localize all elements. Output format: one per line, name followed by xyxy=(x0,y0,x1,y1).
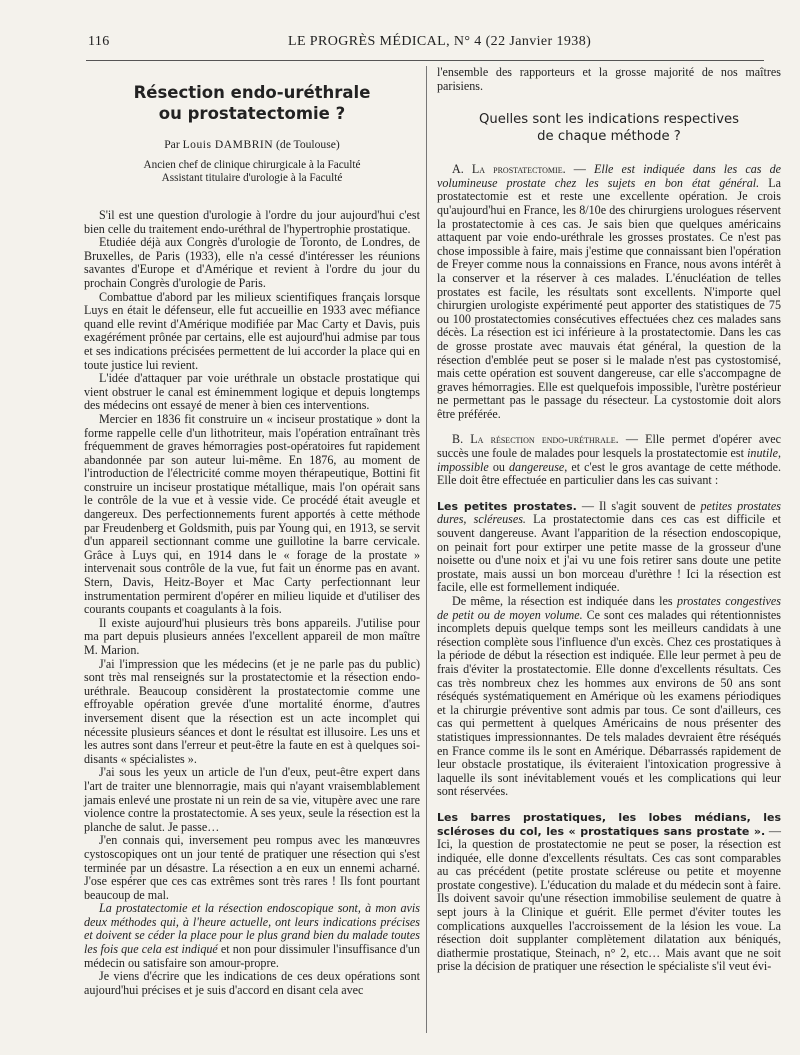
paragraph-text: et non pour dissimuler l'insuffisance d'un médecin ou satisfaire son amour-propre. xyxy=(84,942,421,970)
running-title: LE PROGRÈS MÉDICAL, N° 4 (22 Janvier 1938) xyxy=(288,34,592,49)
column-divider xyxy=(426,66,427,1033)
title-line-1: Résection endo-uréthrale xyxy=(133,83,371,102)
header-rule xyxy=(86,60,764,61)
bold-heading: Les barres prostatiques, les lobes médians, les scléroses du col, les « prostatiques sans prostate ». xyxy=(437,810,781,838)
paragraph-text: , et c'est le gros avantage de cette méthode. Elle doit être effectuée en particulier dans les cas suivant : xyxy=(437,459,781,488)
paragraph: Je viens d'écrire que les indications de ces deux opérations sont aujourd'hui précises et je suis d'accord en disant cela avec xyxy=(84,969,420,997)
paragraph: J'en connais qui, inversement peu rompus avec les manœuvres cystoscopiques ont un jour tenté de pratiquer une résection qui s'est terminée par un désastre. La résection a en eux un ennemi acharné. J'ose espérer que ces cas extrêmes sont très rares ! Ils font pourtant beaucoup de mal. xyxy=(84,833,420,902)
running-header xyxy=(86,34,764,52)
affiliation-2: Assistant titulaire d'urologie à la Faculté xyxy=(161,172,343,184)
section-heading-line-2: de chaque méthode ? xyxy=(537,129,681,145)
paragraph xyxy=(437,163,781,421)
author-name: Louis DAMBRIN xyxy=(182,138,274,151)
paragraph: l'ensemble des rapporteurs et la grosse majorité de nos maîtres parisiens. xyxy=(437,65,781,93)
paragraph: L'idée d'attaquer par voie uréthrale un obstacle prostatique qui vient obstruer le canal est éminemment logique et depuis longtemps des médecins ont essayé de mener à bien ces interventions. xyxy=(84,371,420,413)
italic-text: impossible xyxy=(437,459,489,474)
right-column xyxy=(437,66,781,974)
paragraph-text: De même, la résection est indiquée dans les xyxy=(452,594,677,608)
paragraph xyxy=(437,595,781,799)
subsection-label: A. La prostatectomie. xyxy=(452,162,566,177)
left-column xyxy=(84,66,420,997)
article-title xyxy=(84,82,420,124)
subsection-label: B. La résection endo-uréthrale. xyxy=(452,432,619,447)
italic-text: prostates congestives de petit ou de moyen volume. xyxy=(437,594,781,622)
section-heading-line-1: Quelles sont les indications respectives xyxy=(478,112,740,128)
separator: , xyxy=(777,446,781,461)
paragraph: S'il est une question d'urologie à l'ordre du jour aujourd'hui c'est bien celle du traitement endo-uréthral de l'hypertrophie prostatique. xyxy=(84,208,420,236)
dash: — xyxy=(565,162,594,177)
title-line-2: ou prostatectomie ? xyxy=(158,104,346,123)
paragraph xyxy=(437,433,781,487)
paragraph-text: La prostatectomie dans ces cas est difficile et souvent dangereuse. Avant l'apparition de la résection endoscopique, on peinait fort pour extirper une petite masse de la grosseur d'une noisette ou d'une noix et j'ai vu une fois retirer sans doute une petite prostate, mais aussi un bon morceau d'urèthre ! Ici la résection est facile, elle est formellement indiquée. xyxy=(437,512,781,595)
paragraph xyxy=(437,500,781,595)
byline-prefix: Par xyxy=(164,138,183,151)
paragraph xyxy=(437,811,781,974)
italic-text: dangereuse xyxy=(508,459,565,474)
spacer xyxy=(437,799,781,811)
paragraph-text: — Elle permet d'opérer avec succès une foule de malades pour lesquels la prostatectomie est xyxy=(437,432,781,461)
paragraph: Mercier en 1836 fit construire un « inciseur prostatique » dont la forme rappelle celle d'un lithotriteur, mais l'opération entraînant très fréquemment de graves hémorragies post-opératoires fut rapidement abandonnée par son auteur lui-même. En 1876, au moment de l'introduction de l'électricité comme moyen thérapeutique, Bottini fit construire un inciseur prostatique métallique, mais l'on opérait sans le contrôle de la vue et à vessie vide. Ce procédé était aveugle et dangereux. Des perfectionnements furent apportés à cette méthode par Freudenberg et Goldsmith, puis par Young qui, en 1913, se servit d'un appareil sectionnant comme une guillotine la barre cervicale. Grâce à Luys qui, en 1914 dans le « forage de la prostate » intervenait sous contrôle de la vue, fut fait un énorme pas en avant. Stern, Davis, Heitz-Boyer et Mac Carty perfectionnant leur instrumentation permirent d'opérer en milieu liquide et d'utiliser des courants coupants et coagulants à la fois. xyxy=(84,411,420,617)
bold-heading: Les petites prostates. xyxy=(437,499,577,513)
italic-text: La prostatectomie et la résection endoscopique sont, à mon avis deux méthodes qui, à l'heure actuelle, ont leurs indications précises et doivent se céder la place pour le plus grand bien du malade toutes les fois que cela est indiqué xyxy=(84,901,420,957)
paragraph: J'ai l'impression que les médecins (et je ne parle pas du public) sont très mal renseignés sur la prostatectomie et la résection endo-uréthrale. Beaucoup considèrent la prostatectomie comme une effroyable opération grevée d'une mortalité énorme, d'autres inversement disent que la résection est un acte incomplet qui nécessite plusieurs séances et dont le résultat est illusoire. Les uns et les autres sont dans l'erreur et peut-être la faute en est à quelques soi-disants « spécialistes ». xyxy=(84,656,420,766)
section-heading xyxy=(437,111,781,145)
italic-text: inutile xyxy=(747,446,778,461)
italic-text: Elle est indiquée dans les cas de volumineuse prostate chez les sujets en bon état général. xyxy=(437,162,782,190)
paragraph-text: La prostatectomie est et reste une excellente opération. Je crois qu'aujourd'hui en France, les 8/10e des chirurgiens urologues réservent la prostatectomie à ces cas. Je sais bien que quelques américains attaquent par voie endo-uréthrale les grosses prostates. Ce n'est pas chose impossible à faire, mais j'estime que connaissant bien l'opération de Freyer comme nous la connaissions en France, nous avons intérêt à la conserver et la réserver à ces malades. L'énucléation de telles prostates est facile, les résultats sont excellents. N'importe quel chirurgien urologiste expérimenté peut apporter des statistiques de 75 ou 100 prostatectomies consécutives effectuées chez ces malades sans décès. La résection est ici inférieure à la prostatectomie. Dans les cas de grosse prostate avec mauvais état général, la question de la résection d'emblée peut se poser si le malade n'est pas cystostomisé, mais cette opération est souvent dangereuse, car elle s'accompagne de graves hémorragies. Elle est quelquefois impossible, l'urètre postérieur ne permettant pas le passage du résecteur. La cystostomie doit alors être préférée. xyxy=(437,175,781,421)
italic-text: petites prostates dures, scléreuses. xyxy=(437,498,781,527)
byline xyxy=(84,138,420,152)
separator: ou xyxy=(488,459,509,474)
paragraph: J'ai sous les yeux un article de l'un d'eux, peut-être expert dans l'art de traiter une blennorragie, mais qui n'ayant vraisemblablement jamais enlevé une prostate ni un rein de sa vie, vitupère avec une rare violence contre la prostatectomie. A ses yeux, seule la résection est la planche de salut. Je passe… xyxy=(84,765,420,834)
paragraph-text: — Il s'agit souvent de xyxy=(576,498,701,513)
paragraph-text: Ce sont ces malades qui rétentionnistes incomplets depuis quelque temps sont les meilleurs candidats à une résection complète sous l'influence d'un excès. Chez ces prostatiques à la période de début la résection est indiquée. Elle leur permet à peu de frais d'éviter la prostatectomie. Elle donne d'excellents résultats. Ces cas très nombreux chez les hommes aux environs de 50 ans sont réséqués systématiquement en Amérique où les examens périodiques et la chirurgie préventive sont admis par tous. Ce sont d'ailleurs, ces cas qui permettent à quelques Américains de nous présenter des statistiques impressionnantes. De tels malades devraient être réséqués en France comme ils le sont en Amérique. Débarrassés rapidement de leur obstacle prostatique, ils éviteraient l'intoxication progressive à laquelle ils sont inévitablement voués et les complications qui leur sont réservées. xyxy=(437,607,781,799)
affiliation-1: Ancien chef de clinique chirurgicale à la Faculté xyxy=(143,159,361,171)
paragraph-text: — Ici, la question de prostatectomie ne peut se poser, la résection est indiquée, elle donne d'excellents résultats. Ces cas sont comparables au cas précédent (petite prostate scléreuse ou petite et moyenne prostate congestive). L'éducation du malade et du médecin sont à faire. Ils doivent savoir qu'une résection immobilise seulement de quatre à sept jours à la Clinique et guérit. Elle permet d'éviter toutes les complications auxquelles l'accroissement de la lésion les voue. La résection doit supplanter complètement dilatation aux béniqués, diathermie prostatique, Steinach, n° 2, etc… Mais avant que ne soit prise la décision de pratiquer une résection le spécialiste s'il veut évi- xyxy=(437,823,781,974)
page-number: 116 xyxy=(88,34,110,49)
paragraph: Etudiée déjà aux Congrès d'urologie de Toronto, de Londres, de Bruxelles, de Paris (1933), elle n'a cessé d'intéresser les réunions savantes d'Europe et d'Amérique et revient à l'ordre du jour du prochain Congrès d'urologie de Paris. xyxy=(84,235,420,290)
byline-suffix: (de Toulouse) xyxy=(273,138,340,151)
paragraph xyxy=(84,902,420,970)
paragraph: Combattue d'abord par les milieux scientifiques français lorsque Luys en était le défenseur, elle fut accueillie en 1933 avec méfiance quand elle revint d'Amérique modifiée par Mac Carty et Davis, puis exagérément prônée par certains, elle est aujourd'hui admise par tous et ses indications précisées permettent de lui accorder la place qui en toute justice lui revient. xyxy=(84,289,420,372)
paragraph: Il existe aujourd'hui plusieurs très bons appareils. J'utilise pour ma part depuis plusieurs années l'excellent appareil de mon maître M. Marion. xyxy=(84,615,420,657)
